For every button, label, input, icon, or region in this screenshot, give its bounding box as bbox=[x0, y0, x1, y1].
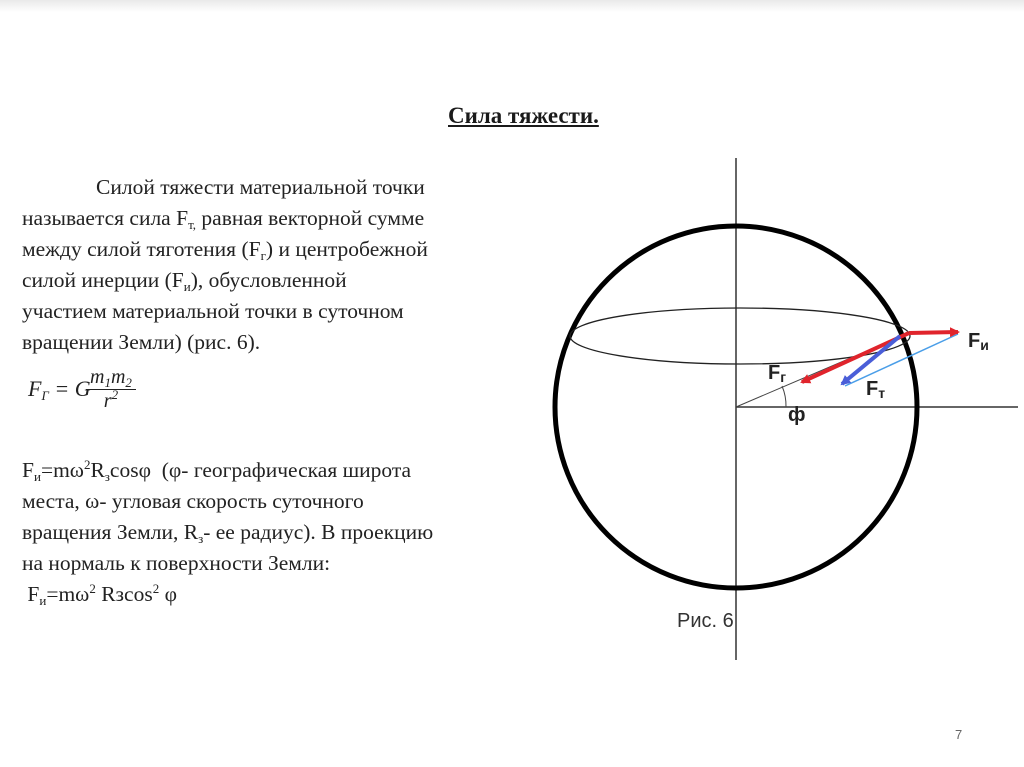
paragraph-line: места, ω- угловая скорость суточного bbox=[22, 489, 364, 513]
paragraph-line: вращения Земли, $R_з-$ ее радиус). В проекцию bbox=[22, 520, 434, 546]
paragraph-line: вращении Земли) (рис. 6). bbox=[22, 330, 261, 354]
formula-denominator: $r^2$ bbox=[103, 387, 119, 412]
gravitation-formula bbox=[28, 362, 188, 422]
label-fi: Fи bbox=[968, 330, 989, 353]
paragraph-line: Силой тяжести материальной точки bbox=[96, 175, 425, 199]
paragraph-line: $F_и=m\omega^2R_з\cos\varphi$ (φ- географическая широта bbox=[22, 457, 412, 484]
label-phi: ф bbox=[788, 404, 806, 426]
formula-fraction bbox=[86, 366, 136, 413]
earth-diagram bbox=[540, 150, 1020, 670]
slide-title: Сила тяжести. bbox=[448, 103, 599, 128]
fi-ft-connector bbox=[845, 334, 958, 386]
paragraph-line: $F_и=m\omega^2$ Rзcos$^2$ φ bbox=[22, 581, 177, 608]
formula-left: $F_Г = G$ bbox=[28, 376, 91, 403]
page-number: 7 bbox=[955, 727, 963, 742]
slide-top-shadow bbox=[0, 0, 1024, 12]
fi-arrow bbox=[909, 332, 958, 333]
label-fg: Fг bbox=[768, 362, 787, 385]
inertia-paragraph bbox=[22, 455, 542, 610]
paragraph-line: между силой тяготения $(F_г)$ и центробежной bbox=[22, 237, 428, 263]
paragraph-line: называется сила $F_{т,}$ равная векторной сумме bbox=[22, 206, 425, 232]
angle-arc bbox=[782, 386, 786, 407]
figure-caption: Рис. 6 bbox=[677, 610, 734, 632]
label-ft: Fт bbox=[866, 378, 886, 401]
definition-paragraph bbox=[22, 172, 537, 358]
paragraph-line: силой инерции $(F_и)$, обусловленной bbox=[22, 268, 347, 294]
formula-numerator: $m_1m_2$ bbox=[86, 366, 136, 390]
paragraph-line: на нормаль к поверхности Земли: bbox=[22, 551, 331, 575]
paragraph-line: участием материальной точки в суточном bbox=[22, 299, 404, 323]
